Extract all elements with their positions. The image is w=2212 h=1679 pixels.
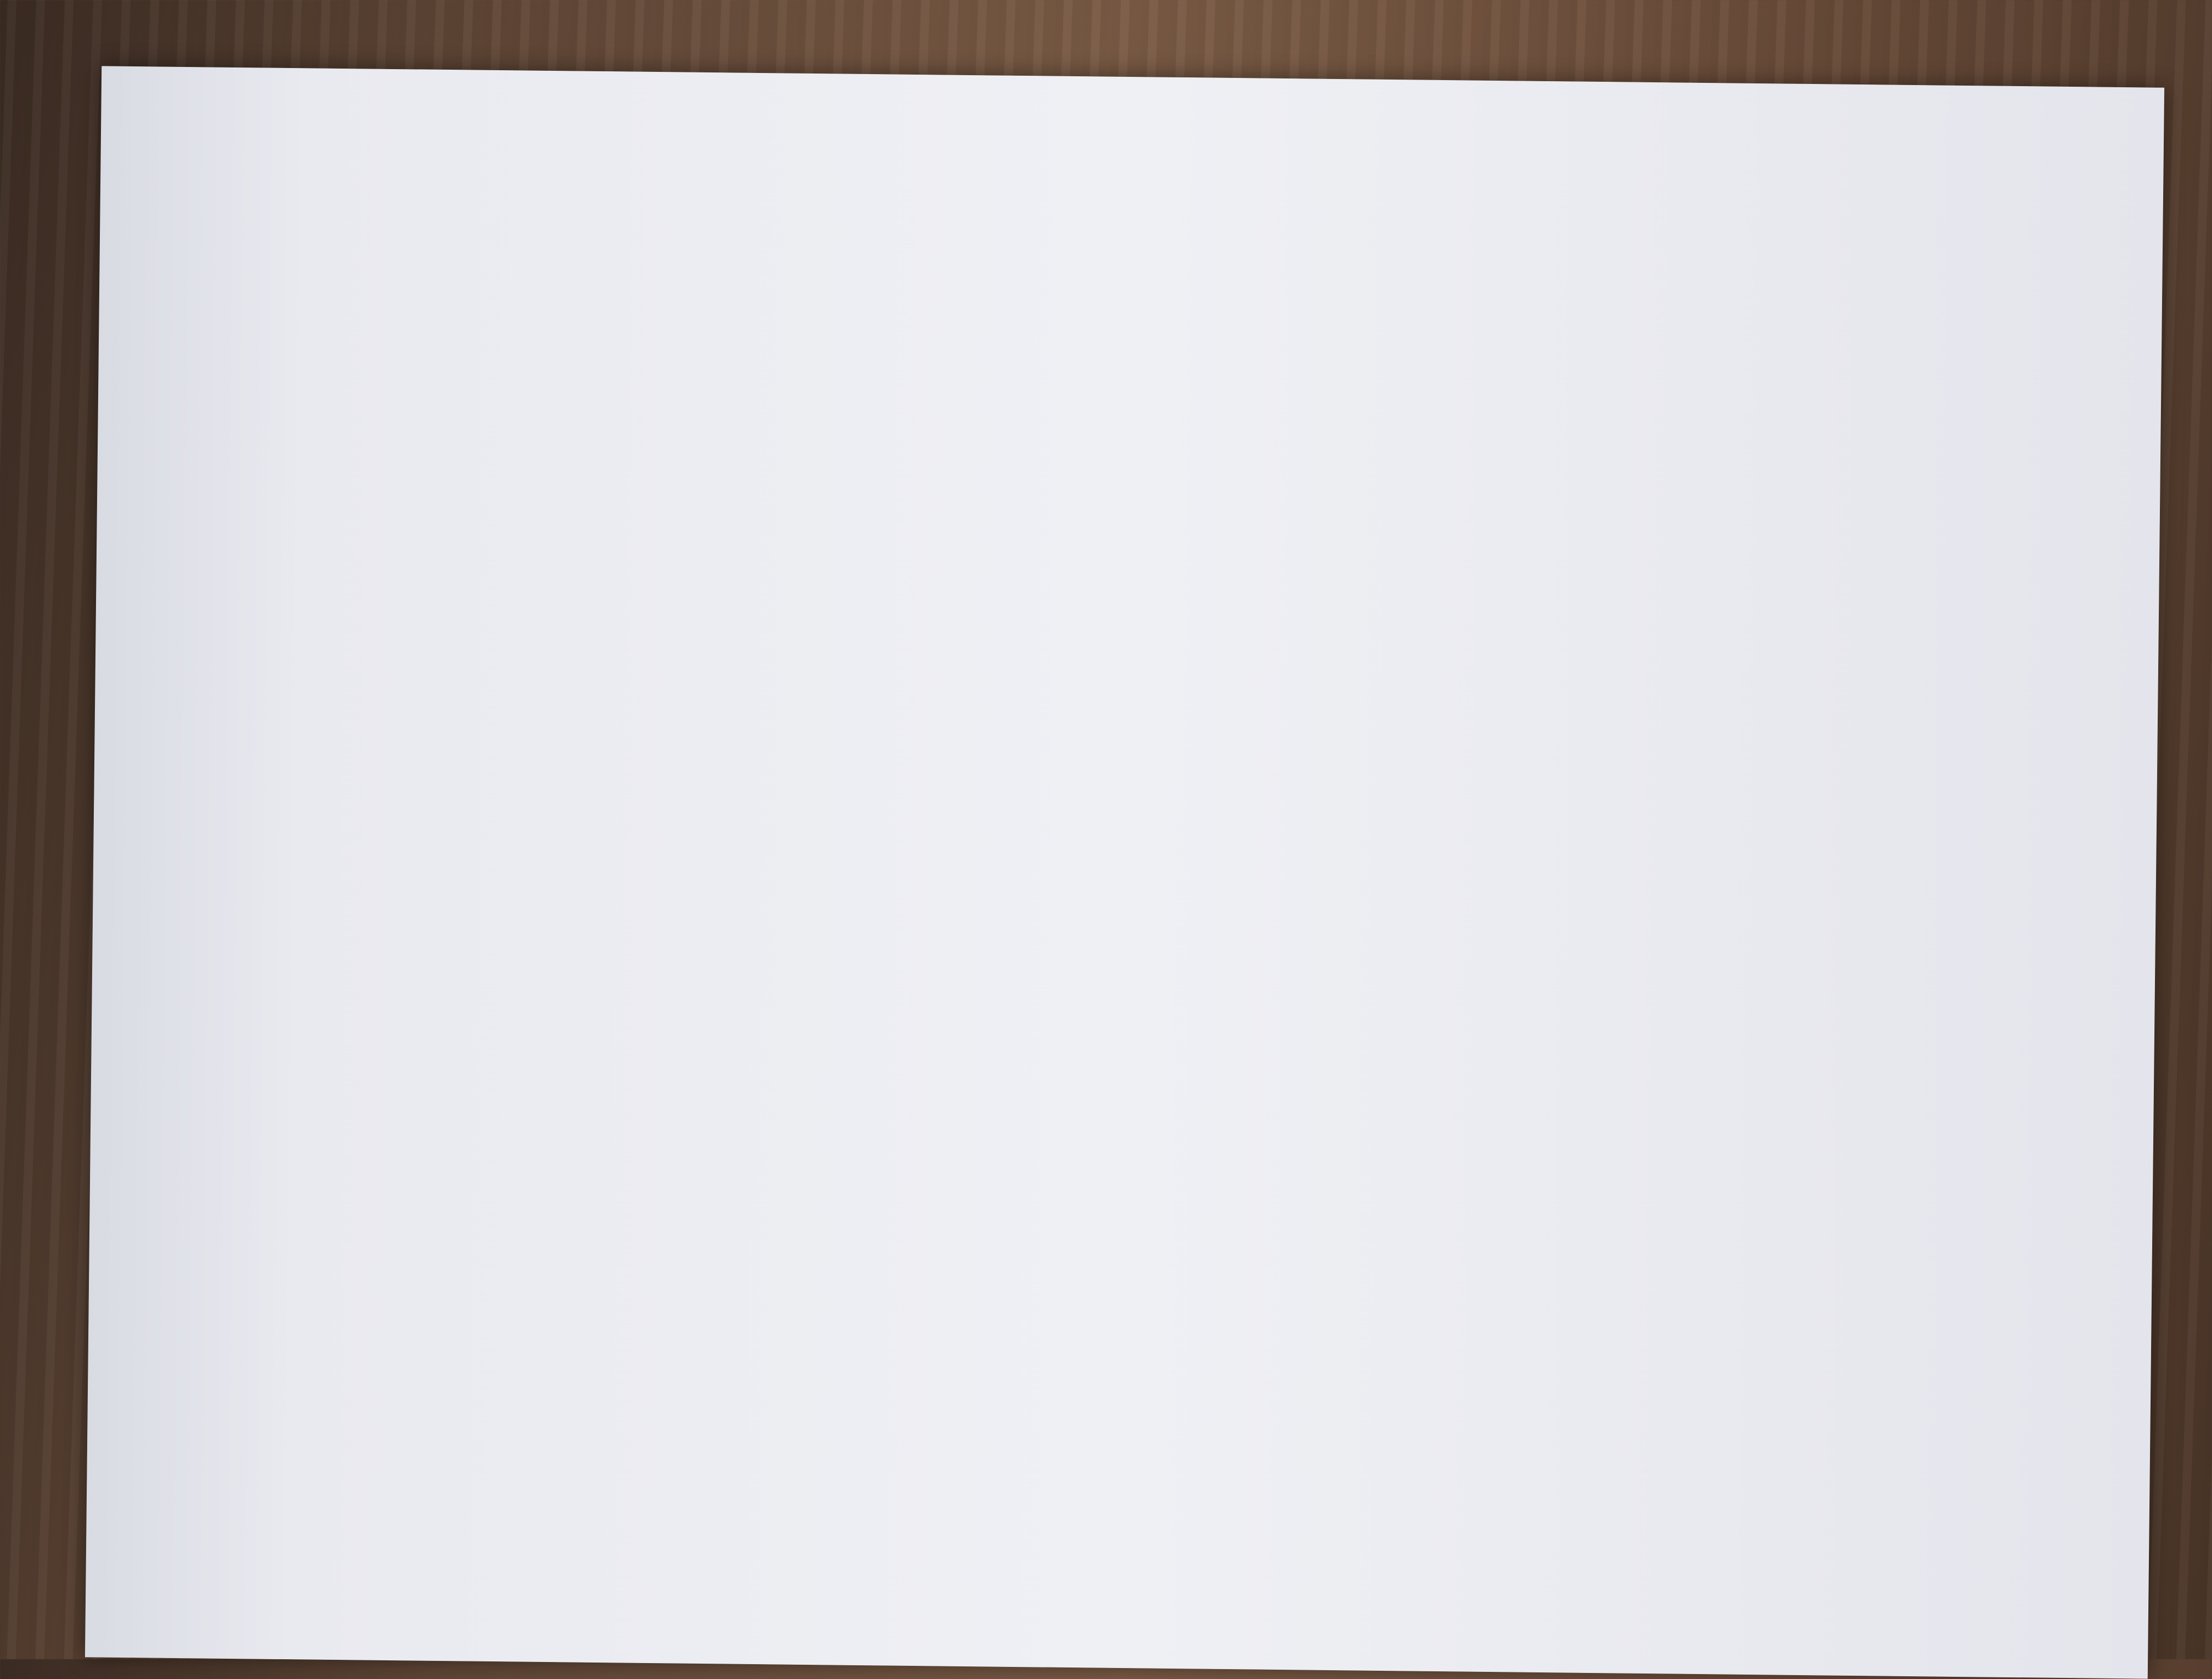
invoice-paper [85, 66, 2164, 1678]
